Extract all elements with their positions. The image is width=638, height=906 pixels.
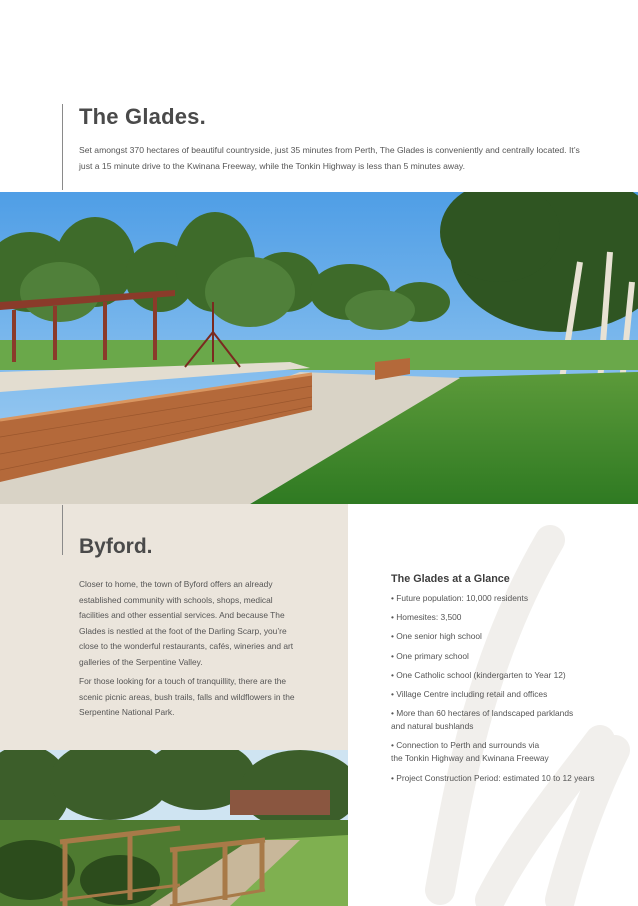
list-item: • Village Centre including retail and offices [391, 688, 548, 699]
list-item: • More than 60 hectares of landscaped parklands and natural bushlands [391, 708, 574, 732]
list-item: • Future population: 10,000 residents [391, 593, 529, 603]
list-item: • Connection to Perth and surrounds via the Tonkin Highway and Kwinana Freeway [391, 740, 549, 764]
byford-paragraph: For those looking for a touch of tranquillity, there are the scenic picnic areas, bush trails, falls and wildflowers in the Serpentine National Park. [79, 676, 295, 718]
garden-photo [0, 750, 348, 906]
intro-paragraph: Set amongst 370 hectares of beautiful countryside, just 35 minutes from Perth, The Glades is conveniently and centrally located. It’s just a 15 minute drive to the Kwinana Freeway, while the Tonkin Highway is less than 5 minutes away. [79, 145, 580, 171]
glance-list [391, 592, 631, 791]
list-item: • Homesites: 3,500 [391, 612, 462, 623]
list-item: • One primary school [391, 650, 469, 661]
byford-paragraph: Closer to home, the town of Byford offers an already established community with schools, shops, medical facilities and other essential services. And because The Glades is nestled at the foot of the Darling Scarp, you’re close to the wonderful restaurants, cafés, wineries and art galleries of the Serpentine Valley. [79, 579, 294, 667]
glance-title: The Glades at a Glance [391, 573, 510, 585]
page-title: The Glades. [79, 104, 206, 129]
list-item: • One senior high school [391, 631, 482, 642]
byford-title: Byford. [79, 535, 153, 558]
byford-accent-line [62, 505, 63, 555]
park-photo [0, 192, 638, 504]
list-item: • One Catholic school (kindergarten to Year 12) [391, 669, 566, 680]
section-accent-line [62, 104, 63, 190]
list-item: • Project Construction Period: estimated 10 to 12 years [391, 772, 595, 783]
